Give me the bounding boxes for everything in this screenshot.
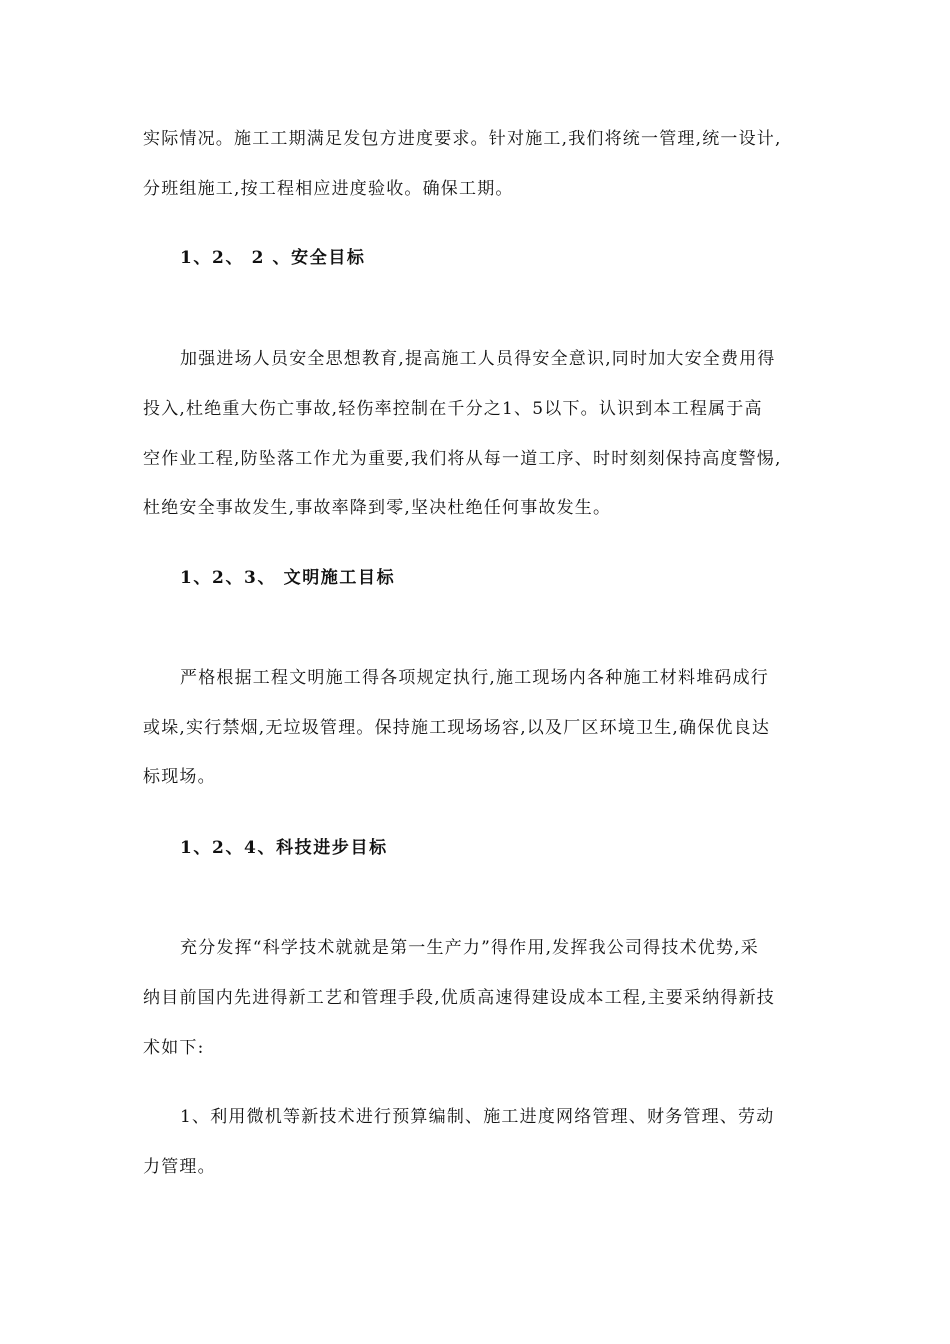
paragraph-technology-line-1: 充分发挥“科学技术就就是第一生产力”得作用,发挥我公司得技术优势,采 xyxy=(180,938,759,958)
paragraph-safety-line-2: 投入,杜绝重大伤亡事故,轻伤率控制在千分之1、5以下。认识到本工程属于高 xyxy=(143,399,763,419)
heading-civilized-construction-goal: 1、2、3、 文明施工目标 xyxy=(180,568,396,588)
paragraph-safety-line-1: 加强进场人员安全思想教育,提高施工人员得安全意识,同时加大安全费用得 xyxy=(180,349,776,369)
paragraph-technology-line-3: 术如下: xyxy=(143,1038,205,1058)
paragraph-technology-line-2: 纳目前国内先进得新工艺和管理手段,优质高速得建设成本工程,主要采纳得新技 xyxy=(143,988,776,1008)
heading-safety-goal: 1、2、 2 、安全目标 xyxy=(180,248,366,268)
paragraph-civilized-line-2: 或垛,实行禁烟,无垃圾管理。保持施工现场场容,以及厂区环境卫生,确保优良达 xyxy=(143,718,771,738)
paragraph-civilized-line-3: 标现场。 xyxy=(143,767,216,787)
paragraph-safety-line-3: 空作业工程,防坠落工作尤为重要,我们将从每一道工序、时时刻刻保持高度警惕, xyxy=(143,449,782,469)
heading-technology-progress-goal: 1、2、4、科技进步目标 xyxy=(180,838,388,858)
paragraph-civilized-line-1: 严格根据工程文明施工得各项规定执行,施工现场内各种施工材料堆码成行 xyxy=(180,668,770,688)
paragraph-schedule-line-1: 实际情况。施工工期满足发包方进度要求。针对施工,我们将统一管理,统一设计, xyxy=(143,129,782,149)
list-item-1-line-1: 1、利用微机等新技术进行预算编制、施工进度网络管理、财务管理、劳动 xyxy=(180,1107,775,1127)
list-item-1-line-2: 力管理。 xyxy=(143,1157,216,1177)
paragraph-schedule-line-2: 分班组施工,按工程相应进度验收。确保工期。 xyxy=(143,179,514,199)
paragraph-safety-line-4: 杜绝安全事故发生,事故率降到零,坚决杜绝任何事故发生。 xyxy=(143,498,612,518)
